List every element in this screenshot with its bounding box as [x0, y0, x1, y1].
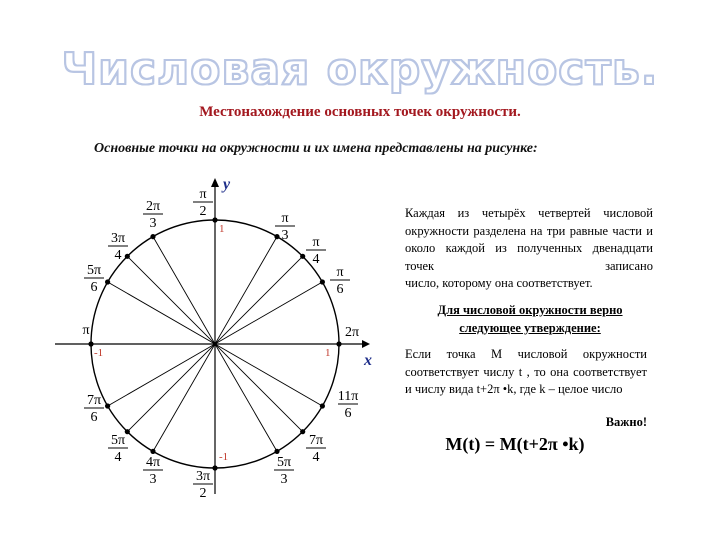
angle-label — [345, 325, 359, 340]
y-axis-label: y — [223, 176, 231, 193]
tick-label-right: 1 — [325, 347, 331, 359]
description-last-line: число, которому она соответствует. — [405, 276, 593, 290]
angle-label-numerator: 4π — [145, 455, 161, 470]
angle-label-numerator: 7π — [86, 393, 102, 408]
angle-label — [108, 433, 128, 465]
circle-point-marker — [336, 341, 341, 346]
tick-label-bottom: -1 — [219, 451, 229, 463]
angle-label-denominator: 4 — [114, 450, 122, 465]
circle-point-marker — [125, 429, 130, 434]
angle-label — [143, 455, 163, 487]
circle-point-marker — [274, 449, 279, 454]
angle-label-denominator: 6 — [336, 282, 344, 297]
circle-point-marker — [105, 279, 110, 284]
angle-label-denominator: 3 — [149, 472, 157, 487]
angle-label — [82, 323, 89, 338]
angle-label — [338, 389, 359, 421]
x-axis-arrow — [362, 340, 370, 348]
description-text: Каждая из четырёх четвертей числовой окружности разделена на три равные части и около каждой из полученных двенадцати точек записано — [405, 206, 653, 273]
tick-label-top: 1 — [219, 223, 225, 235]
angle-label-numerator: 5π — [276, 455, 292, 470]
angle-label-denominator: 6 — [344, 406, 352, 421]
circle-point-marker — [125, 254, 130, 259]
angle-label-numerator: 5π — [86, 263, 102, 278]
y-axis-arrow — [211, 178, 219, 187]
circle-point-marker — [300, 254, 305, 259]
angle-label — [84, 263, 104, 295]
angle-label-denominator: 6 — [90, 280, 98, 295]
angle-label-denominator: 4 — [114, 248, 122, 263]
angle-label — [84, 393, 104, 425]
circle-point-marker — [212, 217, 217, 222]
circle-point-marker — [105, 403, 110, 408]
angle-label-denominator: 3 — [280, 472, 288, 487]
angle-label-numerator: 11π — [337, 389, 359, 404]
page-subtitle: Местонахождение основных точек окружности. — [199, 104, 521, 120]
angle-label-numerator: π — [281, 211, 289, 226]
angle-label-denominator: 3 — [149, 216, 157, 231]
angle-label-numerator: 3π — [110, 231, 126, 246]
angle-label-numerator: π — [199, 187, 207, 202]
circle-point-marker — [150, 234, 155, 239]
angle-label-numerator: π — [312, 235, 320, 250]
angle-label-numerator: 5π — [110, 433, 126, 448]
angle-label-text: 2π — [344, 325, 360, 340]
angle-label — [306, 433, 326, 465]
angle-label — [193, 469, 213, 501]
angle-label-numerator: 2π — [145, 199, 161, 214]
angle-label-text: π — [82, 323, 90, 338]
circle-point-marker — [320, 403, 325, 408]
angle-label-numerator: 3π — [195, 469, 211, 484]
angle-label-denominator: 3 — [281, 228, 289, 243]
angle-label-numerator: π — [336, 265, 344, 280]
circle-point-marker — [150, 449, 155, 454]
important-label: Важно! — [605, 415, 647, 429]
angle-label — [193, 187, 213, 219]
x-axis-label: x — [364, 352, 372, 369]
angle-label — [330, 265, 350, 297]
angle-label-denominator: 4 — [312, 450, 320, 465]
circle-point-marker — [274, 234, 279, 239]
circle-point-marker — [320, 279, 325, 284]
angle-label-denominator: 2 — [199, 486, 207, 501]
angle-label — [274, 455, 294, 487]
statement-text: Если точка М числовой окружности соответствует числу t , то она соответствует и числу вида t+2π •k, где k – целое число — [405, 347, 647, 396]
description-paragraph — [405, 205, 653, 293]
angle-label-denominator: 4 — [312, 252, 320, 267]
angle-label-denominator: 2 — [199, 204, 207, 219]
circle-point-marker — [88, 341, 93, 346]
periodicity-formula: M(t) = M(t+2π •k) — [445, 434, 585, 454]
circle-point-marker — [300, 429, 305, 434]
angle-label-numerator: 7π — [308, 433, 324, 448]
angle-label-denominator: 6 — [90, 410, 98, 425]
intro-text: Основные точки на окружности и их имена представлены на рисунке: — [94, 141, 538, 156]
statement-heading: Для числовой окружности верно следующее утверждение: — [437, 303, 623, 335]
tick-label-left: -1 — [94, 347, 104, 359]
page-title: Числовая окружность. — [61, 44, 659, 95]
angle-label — [143, 199, 163, 231]
circle-point-marker — [212, 465, 217, 470]
